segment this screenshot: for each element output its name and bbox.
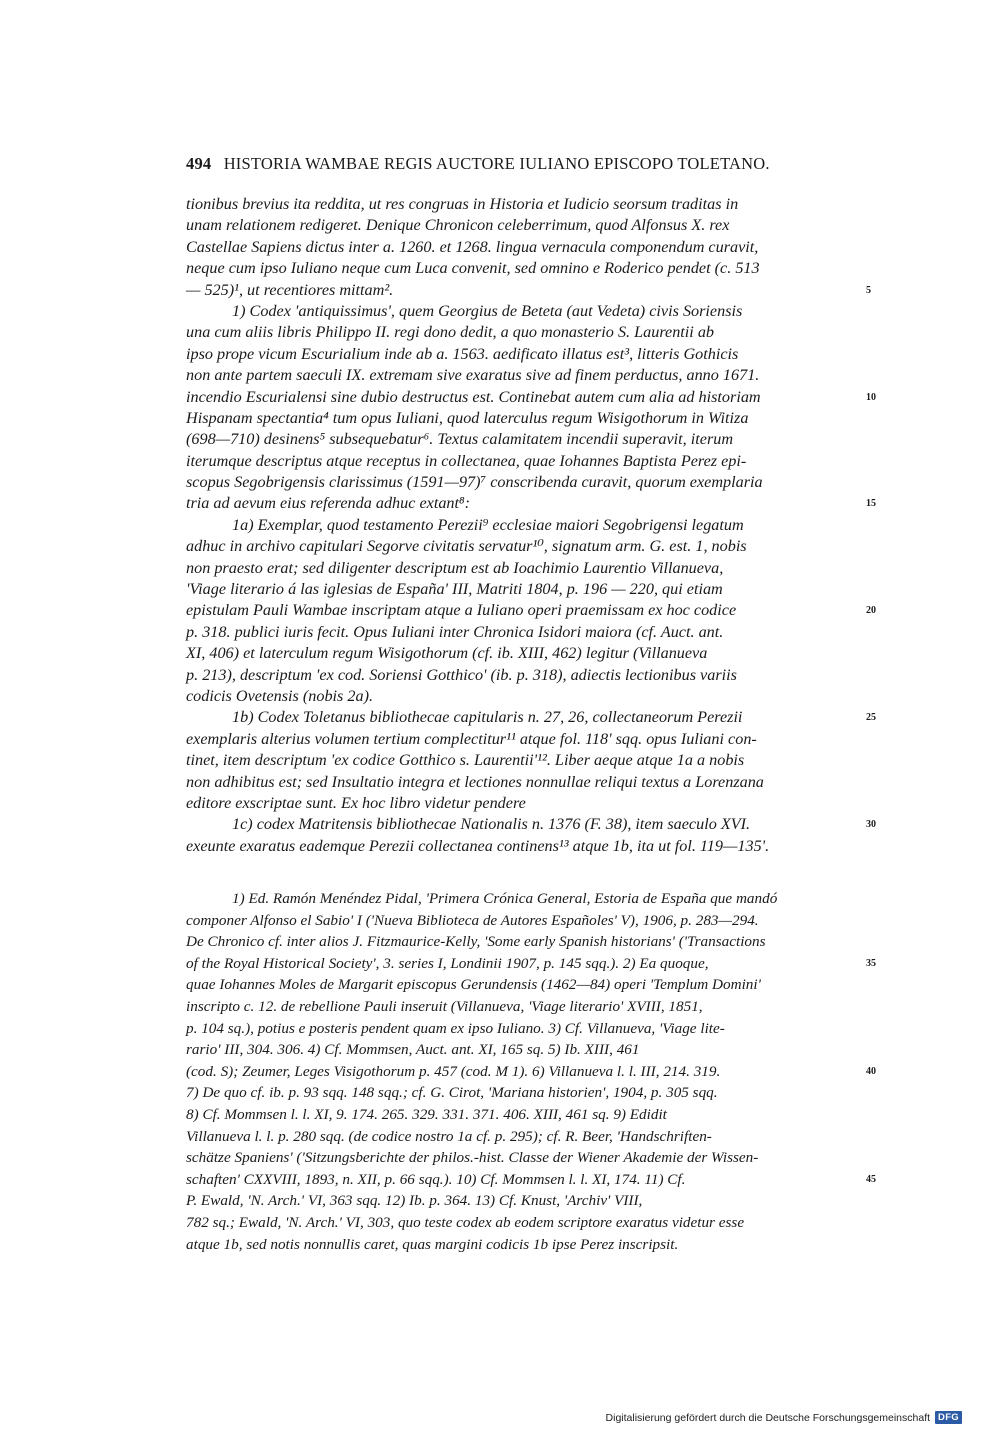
body-line-text: 1c) codex Matritensis bibliothecae Nationalis n. 1376 (F. 38), item saeculo XVI. — [232, 815, 751, 834]
body-line-text: una cum aliis libris Philippo II. regi dono dedit, a quo monasterio S. Laurentii ab — [186, 323, 715, 342]
footnote-line-text: of the Royal Historical Society', 3. series I, Londinii 1907, p. 145 sqq.). 2) Ea quoque, — [186, 954, 709, 972]
body-line-text: 1a) Exemplar, quod testamento Perezii⁹ ecclesiae maiori Segobrigensi legatum — [232, 515, 744, 534]
footnote-line — [186, 888, 858, 910]
body-line — [186, 194, 858, 215]
credit-text: Digitalisierung gefördert durch die Deutsche Forschungsgemeinschaft — [605, 1411, 931, 1424]
body-line — [186, 622, 858, 643]
body-line — [186, 558, 858, 579]
main-text — [186, 194, 876, 857]
body-line-text: scopus Segobrigensis clarissimus (1591—97)⁷ conscribenda curavit, quorum exemplaria — [186, 473, 763, 492]
body-line-text: codicis Ovetensis (nobis 2a). — [186, 686, 374, 705]
line-number: 40 — [866, 1065, 876, 1077]
body-line-text: (698—710) desinens⁵ subsequebatur⁶. Textus calamitatem incendii superavit, iterum — [186, 430, 734, 449]
body-line-text: iterumque descriptus atque receptus in collectanea, quae Iohannes Baptista Perez epi- — [186, 451, 747, 470]
body-line — [186, 493, 876, 514]
body-line — [186, 258, 858, 279]
body-line — [186, 729, 858, 750]
body-line — [186, 429, 858, 450]
footnote-line — [186, 1039, 858, 1061]
body-line — [186, 237, 858, 258]
footnote-line — [186, 1212, 858, 1234]
body-line-text: ipso prope vicum Escurialium inde ab a. 1563. aedificato illatus est³, litteris Gothicis — [186, 344, 739, 363]
body-line-text: non praesto erat; sed diligenter descriptum est ab Ioachimio Laurentio Villanueva, — [186, 558, 724, 577]
body-line-text: Hispanam spectantia⁴ tum opus Iuliani, quod laterculus regum Wisigothorum in Witiza — [186, 408, 749, 427]
body-line-text: 1b) Codex Toletanus bibliothecae capitularis n. 27, 26, collectaneorum Perezii — [232, 708, 743, 727]
footnote-line — [186, 996, 858, 1018]
footnote-line-text: De Chronico cf. inter alios J. Fitzmaurice-Kelly, 'Some early Spanish historians' ('Transactions — [186, 933, 766, 951]
body-line — [186, 515, 858, 536]
footnote-line-text: schaften' CXXVIII, 1893, n. XII, p. 66 sqq.). 10) Cf. Mommsen l. l. XI, 174. 11) Cf. — [186, 1170, 686, 1188]
body-line-text: neque cum ipso Iuliano neque cum Luca convenit, sed omnino e Roderico pendet (c. 513 — [186, 259, 760, 278]
footnote-line — [186, 1061, 876, 1083]
body-line — [186, 579, 858, 600]
body-line — [186, 707, 876, 728]
footnote-line-text: schätze Spaniens' ('Sitzungsberichte der philos.-hist. Classe der Wiener Akademie der Wissen- — [186, 1149, 759, 1167]
body-line-text: non adhibitus est; sed Insultatio integra et lectiones nonnullae reliqui textus a Lorenzana — [186, 772, 764, 791]
digitization-credit — [606, 1411, 962, 1424]
body-line — [186, 665, 858, 686]
body-line — [186, 365, 858, 386]
body-line-text: — 525)¹, ut recentiores mittam². — [186, 280, 394, 299]
footnote-line-text: Villanueva l. l. p. 280 sqq. (de codice nostro 1a cf. p. 295); cf. R. Beer, 'Handschriften- — [186, 1127, 712, 1145]
footnote-line — [186, 1104, 858, 1126]
footnote-line-text: inscripto c. 12. de rebellione Pauli inseruit (Villanueva, 'Viage literario' XVIII, 1851, — [186, 997, 703, 1015]
body-line — [186, 772, 858, 793]
body-line — [186, 387, 876, 408]
body-line-text: 'Viage literario á las iglesias de España' III, Matriti 1804, p. 196 — 220, qui etiam — [186, 580, 723, 599]
body-line — [186, 280, 871, 301]
body-line-text: incendio Escurialensi sine dubio destructus est. Continebat autem cum alia ad historiam — [186, 387, 761, 406]
footnote-line — [186, 1082, 858, 1104]
body-line — [186, 215, 858, 236]
footnote-line — [186, 1147, 858, 1169]
running-header — [186, 154, 826, 174]
body-line-text: p. 318. publici iuris fecit. Opus Iuliani inter Chronica Isidori maiora (cf. Auct. ant. — [186, 622, 724, 641]
body-line — [186, 536, 858, 557]
line-number: 35 — [866, 957, 876, 969]
footnote-line-text: P. Ewald, 'N. Arch.' VI, 363 sqq. 12) Ib. p. 364. 13) Cf. Knust, 'Archiv' VIII, — [186, 1192, 643, 1210]
footnote-line-text: atque 1b, sed notis nonnullis caret, quas margini codicis 1b ipse Perez inscripsit. — [186, 1235, 679, 1253]
body-line — [186, 600, 876, 621]
body-line — [186, 643, 858, 664]
footnote-line-text: 8) Cf. Mommsen l. l. XI, 9. 174. 265. 329. 331. 371. 406. XIII, 461 sq. 9) Edidit — [186, 1105, 667, 1123]
line-number: 25 — [866, 712, 876, 724]
line-number: 10 — [866, 391, 876, 403]
body-line-text: non ante partem saeculi IX. extremam sive exaratus sive ad finem perductus, anno 1671. — [186, 366, 760, 385]
footnote-line-text: 7) De quo cf. ib. p. 93 sqq. 148 sqq.; cf. G. Cirot, 'Mariana historien', 1904, p. 305 sqq. — [186, 1084, 718, 1102]
running-title: HISTORIA WAMBAE REGIS AUCTORE IULIANO EPISCOPO TOLETANO. — [223, 154, 770, 173]
body-line-text: tionibus brevius ita reddita, ut res congruas in Historia et Iudicio seorsum traditas in — [186, 195, 739, 213]
footnotes — [186, 888, 876, 1255]
body-line-text: 1) Codex 'antiquissimus', quem Georgius de Beteta (aut Vedeta) civis Soriensis — [232, 301, 743, 320]
body-line-text: Castellae Sapiens dictus inter a. 1260. et 1268. lingua vernacula componendum curavit, — [186, 237, 759, 256]
body-line — [186, 344, 858, 365]
body-line-text: epistulam Pauli Wambae inscriptam atque a Iuliano operi praemissam ex hoc codice — [186, 601, 737, 620]
line-number: 30 — [866, 819, 876, 831]
footnote-line — [186, 931, 858, 953]
body-line — [186, 793, 858, 814]
body-line-text: tinet, item descriptum 'ex codice Gotthico s. Laurentii'¹². Liber aeque atque 1a a nobis — [186, 751, 745, 770]
body-line — [186, 472, 858, 493]
body-line — [186, 322, 858, 343]
line-number: 5 — [866, 284, 871, 296]
body-line-text: unam relationem redigeret. Denique Chronicon celeberrimum, quod Alfonsus X. rex — [186, 216, 730, 235]
body-line-text: exemplaris alterius volumen tertium complectitur¹¹ atque fol. 118' sqq. opus Iuliani con- — [186, 729, 757, 748]
line-number: 20 — [866, 605, 876, 617]
footnote-line — [186, 974, 858, 996]
body-line — [186, 814, 876, 835]
body-line — [186, 301, 858, 322]
body-line-text: XI, 406) et laterculum regum Wisigothorum (cf. ib. XIII, 462) legitur (Villanueva — [186, 644, 708, 663]
footnote-line — [186, 1126, 858, 1148]
footnote-line — [186, 1190, 858, 1212]
footnote-line — [186, 1234, 858, 1256]
body-line-text: exeunte exaratus eademque Perezii collectanea continens¹³ atque 1b, ita ut fol. 119—135'. — [186, 836, 770, 855]
body-line — [186, 408, 858, 429]
line-number: 45 — [866, 1173, 876, 1185]
line-number: 15 — [866, 498, 876, 510]
body-line-text: adhuc in archivo capitulari Segorve civitatis servatur¹⁰, signatum arm. G. est. 1, nobis — [186, 537, 747, 556]
body-line — [186, 451, 858, 472]
footnote-line — [186, 953, 876, 975]
body-line — [186, 750, 858, 771]
footnote-line-text: quae Iohannes Moles de Margarit episcopus Gerundensis (1462—84) operi 'Templum Domini' — [186, 976, 761, 994]
body-line — [186, 836, 858, 857]
page-number: 494 — [186, 154, 212, 173]
body-line-text: editore exscriptae sunt. Ex hoc libro videtur pendere — [186, 793, 526, 812]
footnote-line-text: rario' III, 304. 306. 4) Cf. Mommsen, Auct. ant. XI, 165 sq. 5) Ib. XIII, 461 — [186, 1041, 640, 1059]
footnote-line-text: 1) Ed. Ramón Menéndez Pidal, 'Primera Crónica General, Estoria de España que mandó — [232, 890, 778, 907]
footnote-line — [186, 1018, 858, 1040]
footnote-line-text: componer Alfonso el Sabio' I ('Nueva Biblioteca de Autores Españoles' V), 1906, p. 283—294. — [186, 911, 759, 929]
body-line — [186, 686, 858, 707]
dfg-logo-icon: DFG — [935, 1411, 962, 1424]
footnote-line-text: 782 sq.; Ewald, 'N. Arch.' VI, 303, quo teste codex ab eodem scriptore exaratus videtur esse — [186, 1213, 745, 1231]
footnote-line-text: p. 104 sq.), potius e posteris pendent quam ex ipso Iuliano. 3) Cf. Villanueva, 'Viage lite- — [186, 1019, 725, 1037]
body-line-text: tria ad aevum eius referenda adhuc extant⁸: — [186, 494, 471, 513]
footnote-line — [186, 1169, 876, 1191]
footnote-line-text: (cod. S); Zeumer, Leges Visigothorum p. 457 (cod. M 1). 6) Villanueva l. l. III, 214. 319. — [186, 1062, 721, 1080]
footnote-line — [186, 910, 858, 932]
body-line-text: p. 213), descriptum 'ex cod. Soriensi Gotthico' (ib. p. 318), adiectis lectionibus variis — [186, 665, 737, 684]
